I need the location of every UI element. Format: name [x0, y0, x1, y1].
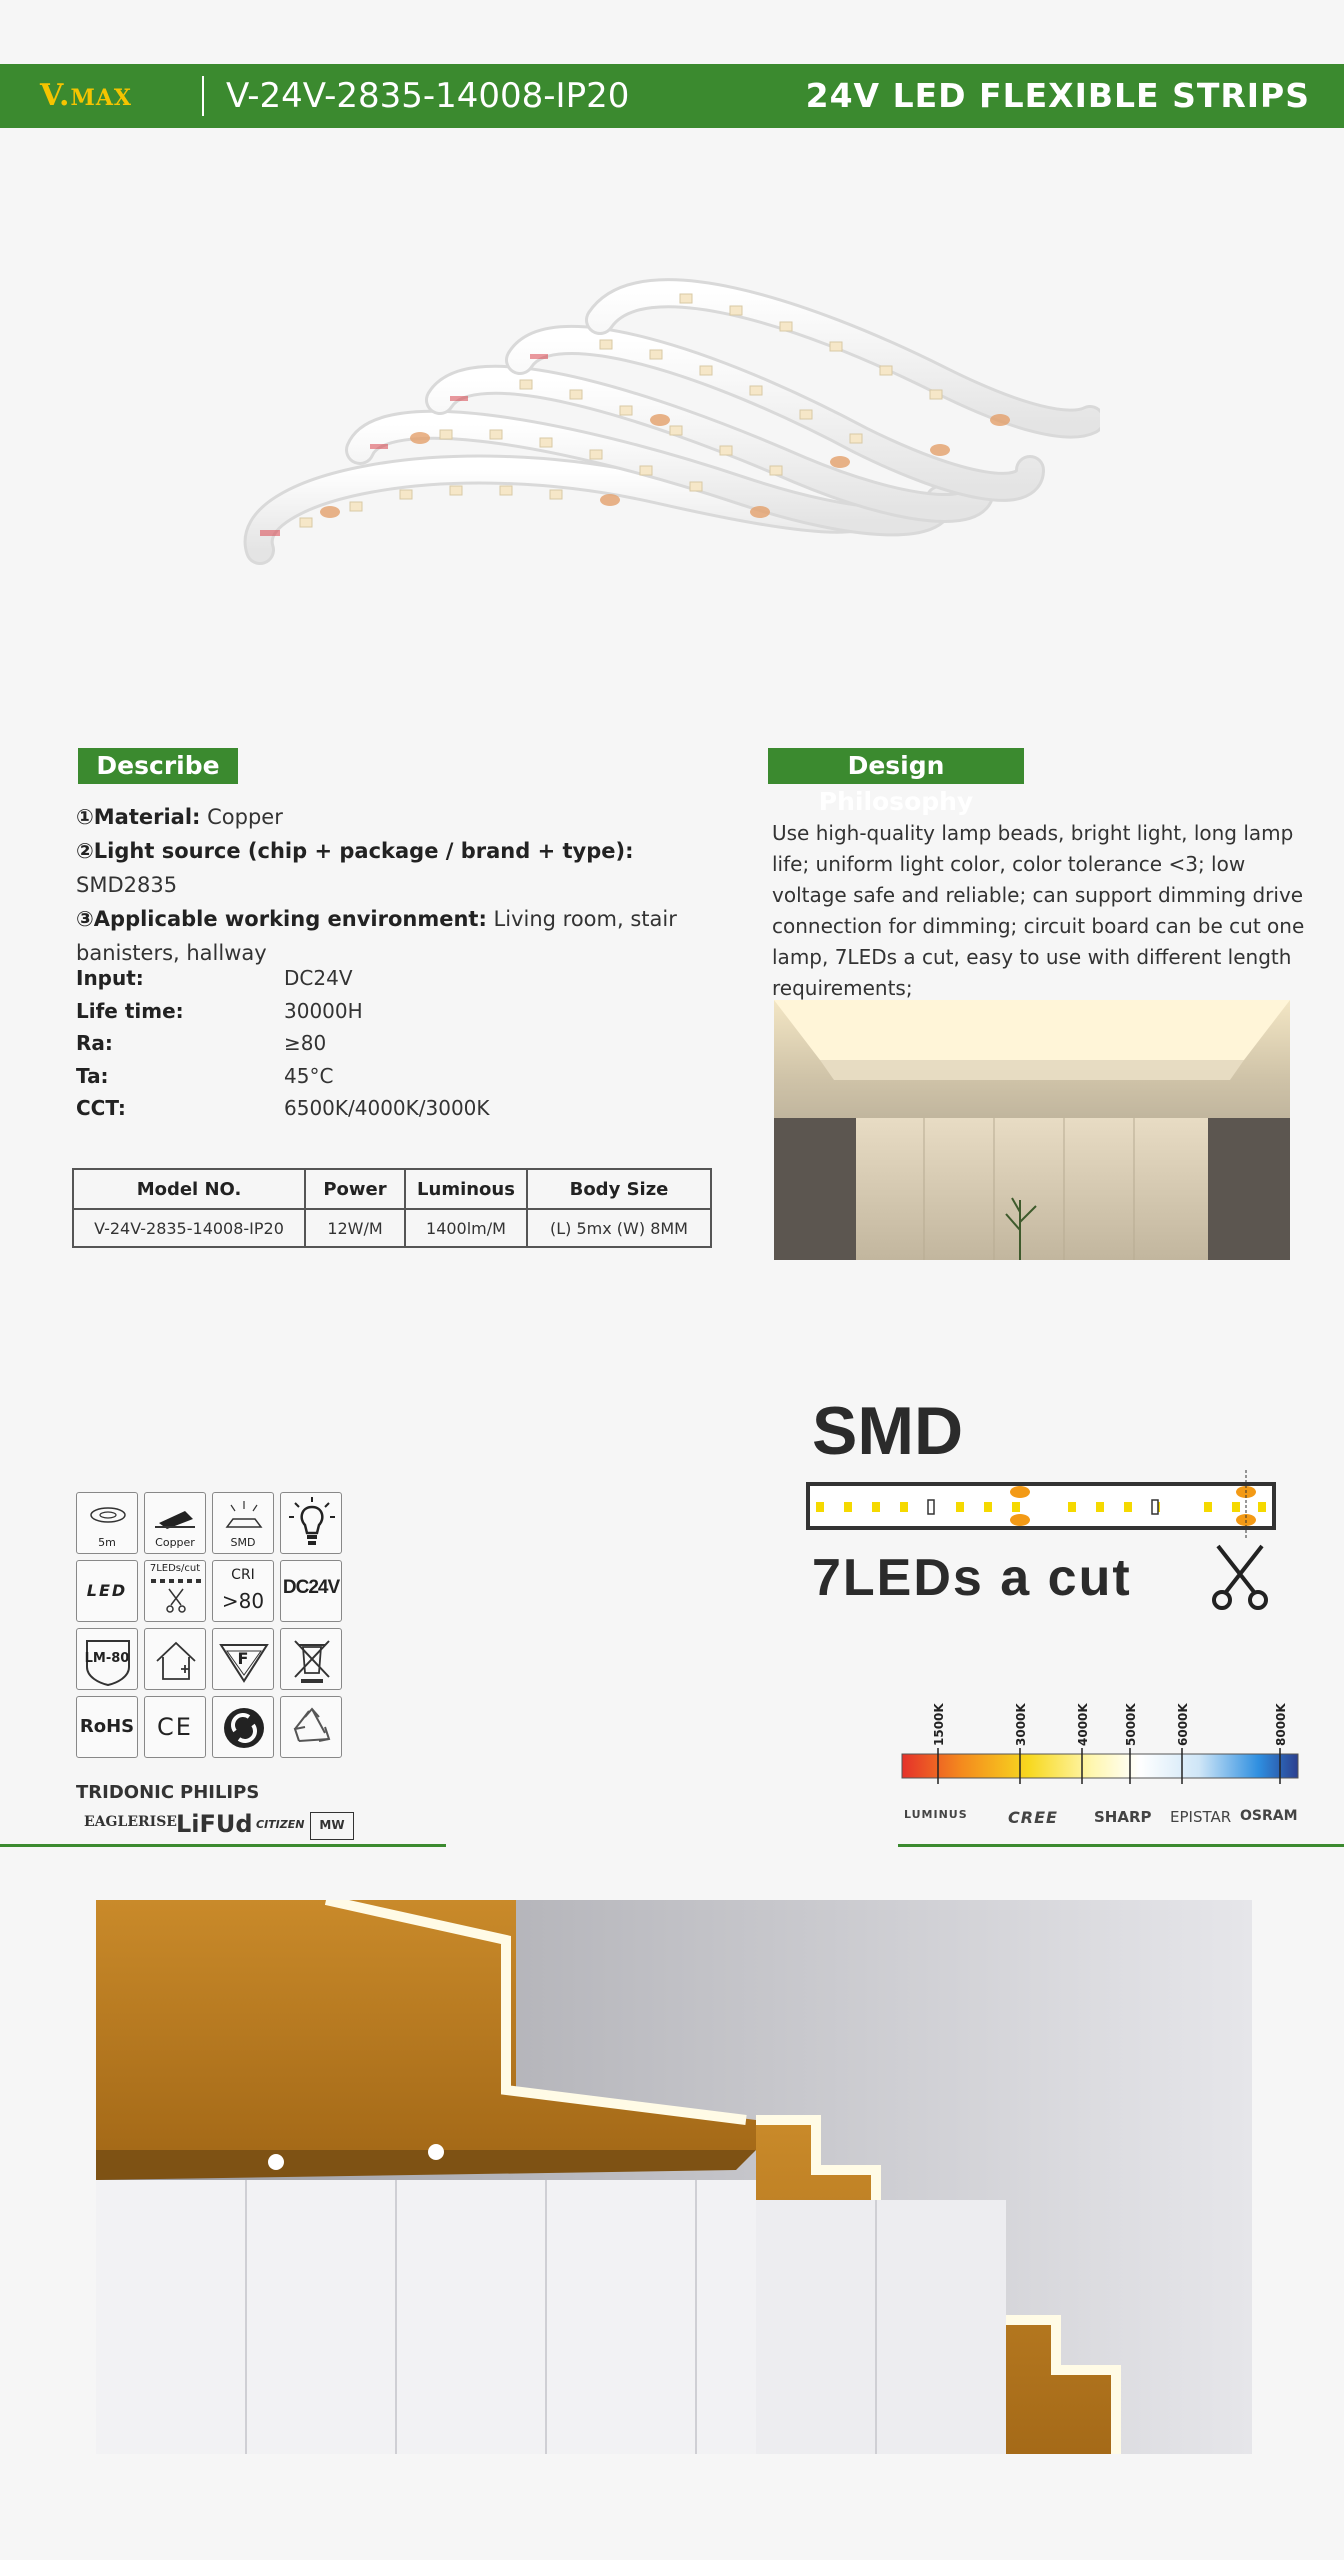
eaglerise-logo: EAGLERISE — [84, 1814, 177, 1830]
weee-icon — [280, 1628, 342, 1690]
spec-value: DC24V — [284, 966, 353, 990]
cct-tick-label: 4000K — [1076, 1703, 1090, 1746]
table-header-row — [73, 1169, 711, 1209]
icon-label: SMD — [230, 1536, 256, 1549]
smd-chip-icon — [212, 1492, 274, 1554]
spec-list — [76, 966, 636, 1129]
icon-label: RoHS — [79, 1716, 135, 1737]
header-bar — [0, 64, 1344, 128]
environment-line — [76, 902, 706, 970]
strip-cut-diagram — [806, 1470, 1276, 1540]
spec-row-ta — [76, 1064, 636, 1097]
philips-logo: PHILIPS — [180, 1782, 260, 1803]
icon-label: CE — [157, 1713, 193, 1741]
icon-label: 5m — [98, 1536, 116, 1549]
material-label: ①Material: — [76, 805, 201, 829]
material-value: Copper — [200, 805, 283, 829]
cct-tick-label: 5000K — [1124, 1703, 1138, 1746]
luminus-logo: LUMINUS — [904, 1808, 968, 1821]
cree-logo: CREE — [1008, 1808, 1058, 1827]
color-temperature-scale — [900, 1704, 1302, 1784]
spec-label: Input: — [76, 966, 144, 990]
f-mark-icon — [212, 1628, 274, 1690]
recycle-icon — [280, 1696, 342, 1758]
cct-tick-label: 1500K — [932, 1703, 946, 1746]
right-divider — [898, 1844, 1344, 1847]
icon-label: LM-80 — [84, 1651, 130, 1666]
lm80-icon — [76, 1628, 138, 1690]
cct-tick-label: 6000K — [1176, 1703, 1190, 1746]
rohs-icon — [76, 1696, 138, 1758]
spec-label: Life time: — [76, 998, 184, 1023]
icon-label: DC24V — [282, 1577, 340, 1598]
led-icon — [76, 1560, 138, 1622]
logo-main: V. — [40, 78, 71, 113]
cct-tick-label: 8000K — [1274, 1703, 1288, 1746]
light-source-value: SMD2835 — [76, 873, 178, 897]
spec-value: 45°C — [284, 1063, 334, 1088]
spec-value: ≥80 — [284, 1031, 327, 1055]
lifud-logo: LiFUd — [176, 1810, 253, 1838]
cri-value: >80 — [221, 1589, 265, 1613]
material-line — [76, 800, 706, 834]
header-body-size: Body Size — [527, 1169, 711, 1209]
citizen-logo: CITIZEN — [256, 1818, 305, 1831]
icon-label: 7LEDs/cut — [149, 1563, 201, 1574]
cri-icon — [212, 1560, 274, 1622]
spec-row-input — [76, 966, 636, 999]
copper-icon — [144, 1492, 206, 1554]
spec-value: 6500K/4000K/3000K — [284, 1096, 490, 1120]
reel-icon — [76, 1492, 138, 1554]
ceiling-lighting-photo — [774, 1000, 1290, 1260]
cut-text: 7LEDs a cut — [812, 1549, 1132, 1607]
icon-label: CRI — [231, 1567, 255, 1583]
environment-value: Living room, stair banisters, hallway — [76, 907, 677, 965]
logo-sub: MAX — [70, 85, 132, 111]
left-divider — [0, 1844, 446, 1847]
cct-tick-label: 3000K — [1014, 1703, 1028, 1746]
header-power: Power — [305, 1169, 405, 1209]
vmax-logo — [40, 78, 132, 113]
product-title: 24V LED FLEXIBLE STRIPS — [805, 76, 1310, 115]
cell-model: V-24V-2835-14008-IP20 — [73, 1209, 305, 1247]
header-model: Model NO. — [73, 1169, 305, 1209]
dc24v-icon — [280, 1560, 342, 1622]
led-strip-hero-image — [240, 250, 1100, 640]
meanwell-logo: MW — [310, 1812, 354, 1840]
smd-title: SMD — [812, 1393, 964, 1469]
model-title: V-24V-2835-14008-IP20 — [226, 76, 630, 116]
describe-heading: Describe — [78, 748, 238, 784]
sharp-logo: SHARP — [1094, 1808, 1152, 1826]
spec-row-cct — [76, 1096, 636, 1129]
tridonic-logo: TRIDONIC — [76, 1782, 175, 1803]
osram-logo: OSRAM — [1240, 1808, 1298, 1824]
light-source-label: ②Light source (chip + package / brand + type): — [76, 839, 634, 863]
house-icon — [144, 1628, 206, 1690]
cell-power: 12W/M — [305, 1209, 405, 1247]
header-luminous: Luminous — [405, 1169, 527, 1209]
describe-list — [76, 800, 706, 970]
cut-icon — [144, 1560, 206, 1622]
epistar-logo: EPISTAR — [1170, 1808, 1232, 1826]
icon-label: F — [237, 1649, 249, 1668]
stairs-lighting-photo — [96, 1900, 1252, 2454]
cell-body-size: (L) 5mx (W) 8MM — [527, 1209, 711, 1247]
cell-luminous: 1400lm/M — [405, 1209, 527, 1247]
bulb-icon — [280, 1492, 342, 1554]
green-dot-icon — [212, 1696, 274, 1758]
icon-label: Copper — [155, 1536, 195, 1549]
spec-table — [72, 1168, 712, 1248]
spec-label: CCT: — [76, 1096, 126, 1120]
spec-label: Ta: — [76, 1063, 109, 1088]
design-philosophy-heading: Design Philosophy — [768, 748, 1024, 784]
ce-icon — [144, 1696, 206, 1758]
light-source-line — [76, 834, 706, 902]
spec-row-ra — [76, 1031, 636, 1064]
header-divider — [202, 76, 204, 116]
spec-label: Ra: — [76, 1031, 113, 1055]
environment-label: ③Applicable working environment: — [76, 907, 487, 931]
spec-row-lifetime — [76, 999, 636, 1032]
icon-label: LED — [86, 1581, 128, 1600]
design-philosophy-text: Use high-quality lamp beads, bright light, long lamp life; uniform light color, color tolerance <3; low voltage safe and reliable; can support dimming drive connection for dimming; circuit board can be cut one lamp, 7LEDs a cut, easy to use with different length requirements; — [772, 821, 1305, 1000]
scissors-icon — [1210, 1542, 1270, 1612]
spec-value: 30000H — [284, 998, 363, 1023]
table-row — [73, 1209, 711, 1247]
